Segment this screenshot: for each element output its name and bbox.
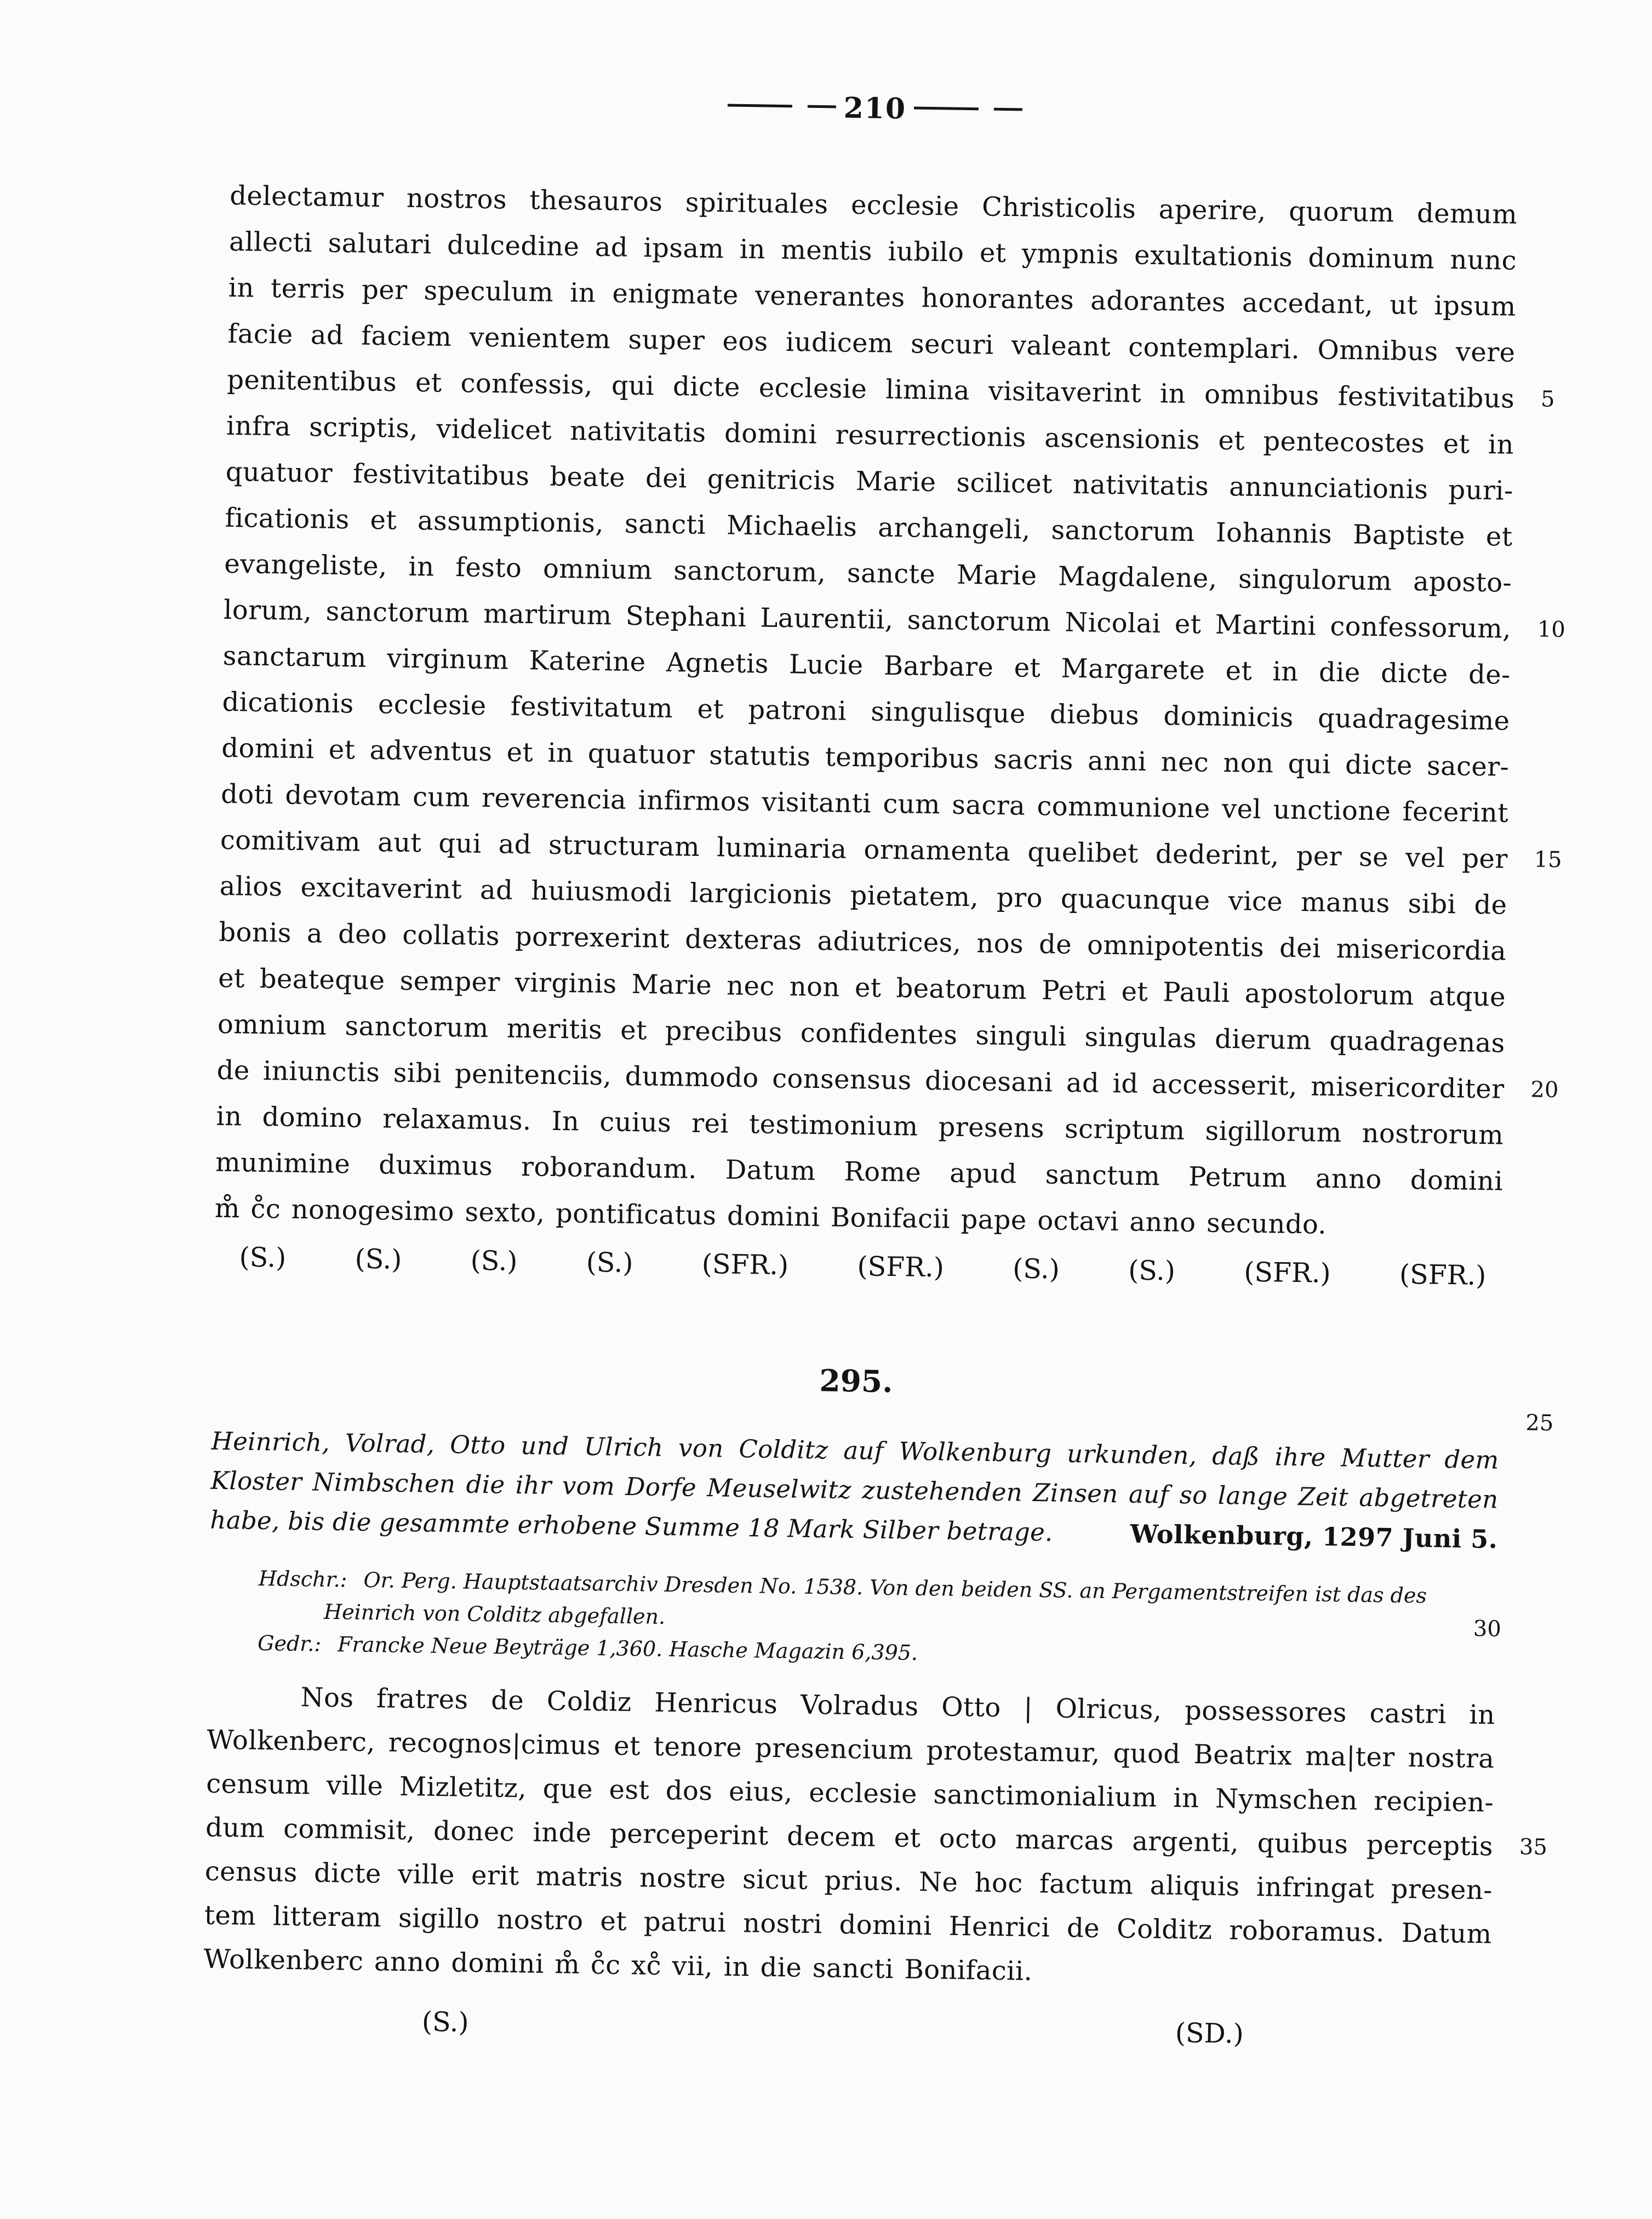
- charter-295-summary: [210, 1422, 1499, 1559]
- charter-294-text: [214, 173, 1566, 1251]
- line-text: in terris per speculum in enigmate venerantes honorantes adorantes accedant, ut ipsum: [228, 272, 1517, 322]
- margin-line-number: 15: [1534, 847, 1562, 873]
- seal-mark: (S.): [586, 1246, 633, 1279]
- margin-line-number: [1529, 1205, 1605, 1206]
- margin-line-number: [1521, 1737, 1598, 1738]
- seal-mark: (SFR.): [1399, 1258, 1487, 1292]
- margin-line-number: 35: [1519, 1834, 1548, 1860]
- summary-text: Heinrich, Volrad, Otto und Ulrich von Colditz auf Wolkenburg urkunden, daß ihre Mutter dem: [211, 1426, 1499, 1475]
- line-text: infra scriptis, videlicet nativitatis domini resurrectionis ascensionis et pentecostes et in: [226, 410, 1514, 460]
- margin-line-number: [1522, 1693, 1598, 1695]
- line-text: in domino relaxamus. In cuius rei testimonium presens scriptum sigillorum nostrorum: [216, 1100, 1504, 1151]
- seal-mark: (SD.): [1175, 2017, 1244, 2050]
- seal-mark: (S.): [1128, 1254, 1176, 1287]
- margin-line-number: 5: [1540, 386, 1555, 412]
- margin-line-number: [1539, 560, 1615, 561]
- line-text: delectamur nostros thesauros spirituales ecclesie Christicolis aperire, quorum demum: [229, 180, 1518, 230]
- line-text: domini et adventus et in quatuor statutis temporibus sacris anni nec non qui dicte sacer-: [221, 732, 1510, 783]
- line-text: alios excitaverint ad huiusmodi largicionis pietatem, pro quacunque vice manus sibi de: [219, 870, 1507, 921]
- line-text: quatuor festivitatibus beate dei genitricis Marie scilicet nativitatis annunciationis puri-: [225, 456, 1514, 506]
- line-text: de iniunctis sibi penitenciis, dummodo consensus diocesani ad id accesserit, misericorditer: [216, 1054, 1505, 1105]
- page-number: 210: [843, 91, 907, 126]
- header-rule-right-long: [914, 107, 979, 111]
- margin-line-number: [1518, 1956, 1594, 1958]
- margin-line-number: [1474, 1581, 1551, 1582]
- margin-line-number: [1542, 284, 1619, 286]
- line-text: dum commisit, donec inde perceperint decem et octo marcas argenti, quibus perceptis: [205, 1812, 1494, 1862]
- note-label: Hdschr.:: [258, 1566, 347, 1592]
- seal-mark: (SFR.): [857, 1251, 945, 1284]
- charter-date: Wolkenburg, 1297 Juni 5.: [1130, 1519, 1498, 1554]
- seal-mark: (S.): [421, 2006, 470, 2038]
- line-text: omnium sanctorum meritis et precibus confidentes singuli singulas dierum quadragenas: [217, 1008, 1506, 1059]
- line-text: lorum, sanctorum martirum Stephani Laurentii, sanctorum Nicolai et Martini confessorum,: [223, 594, 1512, 644]
- margin-line-number: [1536, 698, 1613, 699]
- charter-295-seal-row: [202, 2003, 1490, 2066]
- note-text: Francke Neue Beyträge 1,360. Hasche Magazin 6,395.: [337, 1632, 918, 1665]
- seal-mark: (S.): [355, 1243, 402, 1275]
- summary-text: habe, bis die gesammte erhobene Summe 18 Mark Silber betrage.: [210, 1505, 1054, 1547]
- charter-294-seal-row: [214, 1240, 1502, 1293]
- note-text: Heinrich von Colditz abgefallen.: [323, 1599, 666, 1629]
- margin-line-number: [1542, 330, 1619, 332]
- margin-line-number: [1544, 192, 1621, 193]
- margin-line-number: [1539, 515, 1616, 516]
- margin-line-number: 30: [1473, 1616, 1502, 1642]
- margin-line-number: [1530, 1159, 1607, 1160]
- charter-295-heading: [212, 1354, 1554, 1436]
- line-text: ficationis et assumptionis, sancti Michaelis archangeli, sanctorum Iohannis Baptiste et: [225, 502, 1513, 552]
- margin-line-number: [1536, 744, 1613, 745]
- header-rule-left-long: [728, 104, 792, 107]
- line-text: Wolkenberc, recognos|cimus et tenore presencium protestamur, quod Beatrix ma|ter nostra: [207, 1724, 1495, 1775]
- margin-line-number: [1540, 469, 1616, 470]
- line-text: Nos fratres de Coldiz Henricus Volradus Otto | Olricus, possessores castri in: [300, 1682, 1495, 1731]
- margin-line-number: [1518, 1913, 1595, 1914]
- seal-mark: (SFR.): [1243, 1256, 1331, 1290]
- line-text: allecti salutari dulcedine ad ipsam in mentis iubilo et ympnis exultationis dominum nunc: [228, 226, 1517, 276]
- line-text: penitentibus et confessis, qui dicte ecclesie limina visitaverint in omnibus festivitatibus: [226, 364, 1515, 414]
- seal-mark: (SFR.): [701, 1248, 789, 1281]
- line-text: facie ad faciem venientem super eos iudicem securi valeant contemplari. Omnibus vere: [227, 318, 1516, 368]
- header-rule-left-short: [808, 105, 836, 109]
- line-text: census dicte ville erit matris nostre sicut prius. Ne hoc factum aliquis infringat presen-: [204, 1856, 1493, 1906]
- margin-line-number: [1520, 1781, 1597, 1782]
- summary-text: Kloster Nimbschen die ihr vom Dorfe Meuselwitz zustehenden Zinsen auf so lange Zeit abgetreten: [210, 1465, 1499, 1514]
- seal-mark: (S.): [470, 1245, 518, 1277]
- margin-line-number: [1533, 928, 1610, 929]
- line-text: munimine duximus roborandum. Datum Rome apud sanctum Petrum anno domini: [215, 1146, 1504, 1197]
- margin-line-number: [1524, 1520, 1601, 1521]
- margin-line-number: 25: [1525, 1410, 1554, 1436]
- line-text: comitivam aut qui ad structuram luminaria ornamenta quelibet dederint, per se vel per: [220, 824, 1508, 875]
- line-text: m̊ c̊c nonogesimo sexto, pontificatus domini Bonifacii pape octavi anno secundo.: [214, 1193, 1327, 1240]
- margin-line-number: 10: [1537, 617, 1566, 643]
- margin-line-number: [1531, 1020, 1608, 1022]
- source-notes: [208, 1562, 1502, 1678]
- page-header: [231, 82, 1519, 135]
- margin-line-number: 20: [1530, 1077, 1559, 1103]
- line-text: bonis a deo collatis porrexerint dexteras adiutrices, nos de omnipotentis dei misericordia: [219, 916, 1507, 967]
- seal-mark: (S.): [1012, 1253, 1060, 1285]
- line-text: Wolkenberc anno domini m̊ c̊c xc̊ vii, in die sancti Bonifacii.: [203, 1943, 1033, 1987]
- note-label: Gedr.:: [257, 1631, 322, 1656]
- note-label: [307, 1599, 308, 1623]
- charter-295-text: [203, 1674, 1548, 2000]
- line-text: evangeliste, in festo omnium sanctorum, sancte Marie Magdalene, singulorum aposto-: [224, 548, 1512, 598]
- margin-line-number: [1535, 790, 1612, 791]
- margin-line-number: [1543, 238, 1620, 239]
- line-text: censum ville Mizletitz, que est dos eius, ecclesie sanctimonialium in Nymschen recipien-: [205, 1768, 1494, 1818]
- line-text: doti devotam cum reverencia infirmos visitanti cum sacra communione vel unctione fecerint: [220, 778, 1509, 829]
- header-rule-right-short: [994, 108, 1022, 111]
- line-text: dicationis ecclesie festivitatum et patroni singulisque diebus dominicis quadragesime: [222, 686, 1510, 737]
- line-text: tem litteram sigillo nostro et patrui nostri domini Henrici de Colditz roboramus. Datum: [204, 1899, 1492, 1950]
- line-text: sanctarum virginum Katerine Agnetis Lucie Barbare et Margarete et in die dicte de-: [222, 640, 1511, 691]
- margin-line-number: [1525, 1480, 1602, 1481]
- line-text: et beateque semper virginis Marie nec non et beatorum Petri et Pauli apostolorum atque: [218, 962, 1506, 1013]
- margin-line-number: [1533, 974, 1609, 976]
- note-text: Or. Perg. Hauptstaatsarchiv Dresden No. 1538. Von den beiden SS. an Pergamentstreifen ist das des: [363, 1567, 1427, 1608]
- seal-mark: (S.): [239, 1241, 287, 1274]
- charter-number: 295.: [819, 1362, 893, 1400]
- text-column: [202, 173, 1566, 2066]
